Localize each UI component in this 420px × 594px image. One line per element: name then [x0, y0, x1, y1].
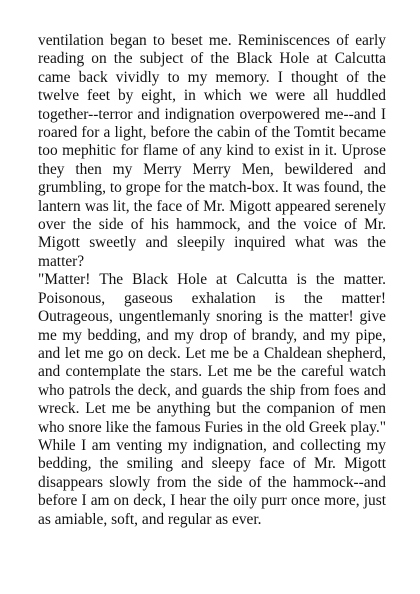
- document-page: [38, 32, 386, 529]
- paragraph: "Matter! The Black Hole at Calcutta is the matter. Poisonous, gaseous exhalation is the matter! Outrageous, ungentlemanly snoring is the matter! give me my bedding, and my drop of brandy, and my pipe, and let me go on deck. Let me be a Chaldean shepherd, and contemplate the stars. Let me be the careful watch who patrols the deck, and guards the ship from foes and wreck. Let me be anything but the companion of men who snore like the famous Furies in the old Greek play." While I am venting my indignation, and collecting my bedding, the smiling and sleepy face of Mr. Migott disappears slowly from the side of the hammock--and before I am on deck, I hear the oily purr once more, just as amiable, soft, and regular as ever.: [38, 271, 386, 528]
- paragraph: ventilation began to beset me. Reminiscences of early reading on the subject of the Black Hole at Calcutta came back vividly to my memory. I thought of the twelve feet by eight, in which we were all huddled together--terror and indignation overpowered me--and I roared for a light, before the cabin of the Tomtit became too mephitic for flame of any kind to exist in it. Uprose they then my Merry Merry Men, bewildered and grumbling, to grope for the match-box. It was found, the lantern was lit, the face of Mr. Migott appeared serenely over the side of his hammock, and the voice of Mr. Migott sweetly and sleepily inquired what was the matter?: [38, 32, 386, 270]
